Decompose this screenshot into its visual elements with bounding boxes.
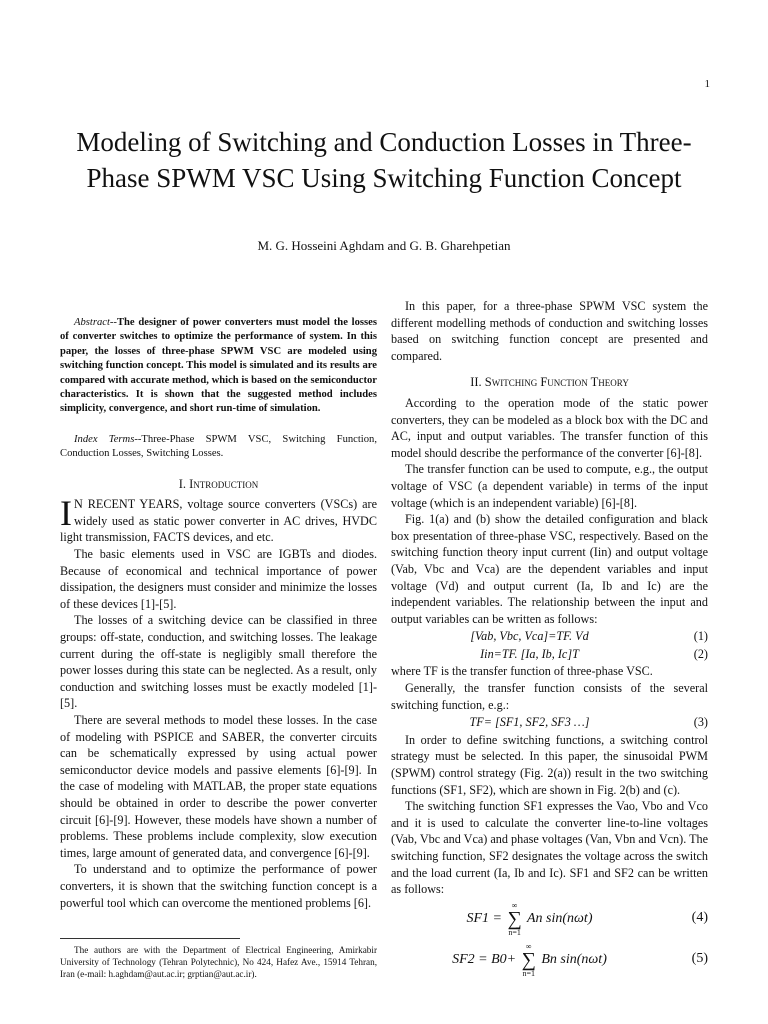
summation-upper-limit: ∞ <box>525 941 532 951</box>
equation-4-rhs: An sin(nωt) <box>527 911 593 926</box>
abstract <box>60 316 377 417</box>
equation-5-expression <box>391 942 668 978</box>
equation-1-number: (1) <box>693 629 708 644</box>
intro-paragraph-5: To understand and to optimize the performance of power converters, it is shown that the switching function concept is a powerful tool which can overcome the mentioned problems [6]. <box>60 862 377 910</box>
equation-4 <box>391 899 708 939</box>
sigma-glyph: ∑ <box>507 907 522 930</box>
index-terms-body: --Three-Phase SPWM VSC, Switching Function, Conduction Losses, Switching Losses. <box>60 433 377 460</box>
sigma-glyph: ∑ <box>521 948 536 971</box>
summation-upper-limit: ∞ <box>511 900 518 910</box>
page-number: 1 <box>704 78 710 90</box>
right-paragraph-1: According to the operation mode of the static power converters, they can be modeled as a block box with the DC and AC, input and output variables. The transfer function of this model should describe the performance of the converter [6]-[8]. <box>391 395 708 460</box>
section-heading-introduction: I. Introduction <box>178 476 259 491</box>
intro-paragraph-4: There are several methods to model these losses. In the case of modeling with PSPICE and SABER, the converter circuits can be schematically expressed by using actual power semiconductor device models and passive elements [6]-[9]. In the case of modeling with MATLAB, the proper state equations should be obtained in order to describe the power converter circuit [6]-[9]. However, these models have shown a number of problems. These problems include complexity, slow execution times, large amount of generated data, and convergence [6]-[9]. <box>60 712 377 860</box>
abstract-body: The designer of power converters must model the losses of converter switches to optimize the performance of system. In this paper, the losses of three-phase SPWM VSC are modeled using switching function concept. This model is simulated and its results are compared with accurate method, which is based on the semiconductor characteristics. It is shown that the suggested method includes simplicity, convergence, and short run-time of simulation. <box>60 317 377 415</box>
index-terms <box>60 433 377 462</box>
right-paragraph-6: In order to define switching functions, a switching control strategy must be selected. In this paper, the sinusoidal PWM (SPWM) control strategy (Fig. 2(a)) result in the two switching functions (SF1, SF2), which are shown in Fig. 2(b) and (c). <box>391 732 708 797</box>
equation-2-expression: Iin=TF. [Ia, Ib, Ic]T <box>480 646 579 661</box>
equation-3-number: (3) <box>693 715 708 730</box>
summation-lower-limit: n=1 <box>522 968 535 978</box>
intro-paragraph-2: The basic elements used in VSC are IGBTs and diodes. Because of economical and technical importance of power dissipation, the designers must consider and minimize the losses of these devices [1]-[5]. <box>60 547 377 611</box>
equation-5 <box>391 940 708 980</box>
paper-title: Modeling of Switching and Conduction Losses in Three-Phase SPWM VSC Using Switching Function Concept <box>76 127 692 193</box>
equation-1 <box>391 628 708 645</box>
intro-paragraph-1 <box>60 493 377 546</box>
right-paragraph-5: Generally, the transfer function consists of the several switching function, e.g.: <box>391 681 708 712</box>
equation-3-expression: TF= [SF1, SF2, SF3 …] <box>469 715 590 730</box>
right-paragraph-3: Fig. 1(a) and (b) show the detailed configuration and black box presentation of three-phase VSC, respectively. Based on the switching function theory input current (Iin) and output voltage (Vab, Vbc and Vca) are the dependent variables and input voltage (Vd) and output current (Ia, Ib and Ic) are the independent variables. The relationship between the input and output variables can be written as follows: <box>391 512 708 626</box>
equation-3 <box>391 714 708 731</box>
equation-4-expression <box>391 901 668 937</box>
right-paragraph-7: The switching function SF1 expresses the Vao, Vbo and Vco and it is used to calculate the converter line-to-line voltages (Vab, Vbc and Vca) and phase voltages (Van, Vbn and Vcn). The switching function, SF2 designates the voltage across the switch and the load current (Ia, Ib and Ic). SF1 and SF2 can be written as follows: <box>391 799 709 897</box>
equation-5-rhs: Bn sin(nωt) <box>541 952 607 967</box>
index-terms-lead: Index Terms <box>74 433 135 445</box>
equation-1-expression: [Vab, Vbc, Vca]=TF. Vd <box>470 629 589 644</box>
right-paragraph-4: where TF is the transfer function of three-phase VSC. <box>391 664 653 679</box>
equation-5-lhs: SF2 = B0+ <box>452 952 517 967</box>
right-paragraph-2: The transfer function can be used to compute, e.g., the output voltage of VSC (a dependent variable) in terms of the input voltage (which is an independent variable) [6]-[8]. <box>391 462 708 510</box>
right-column <box>391 298 708 981</box>
equation-4-lhs: SF1 = <box>466 911 506 926</box>
equation-2-number: (2) <box>693 646 708 661</box>
section-heading-switching-function: II. Switching Function Theory <box>470 375 629 390</box>
right-paragraph-0: In this paper, for a three-phase SPWM VSC system the different modelling methods of conduction and switching losses based on switching function concept are presented and compared. <box>391 299 708 363</box>
summation-lower-limit: n=1 <box>508 927 521 937</box>
paper-authors: M. G. Hosseini Aghdam and G. B. Gharehpetian <box>257 238 511 253</box>
intro-paragraph-3: The losses of a switching device can be classified in three groups: off-state, conduction, and switching losses. The leakage current during the off-state is negligibly small therefore the power losses during this state can be neglected. As a result, only conduction and switching losses must be exactly modeled [1]-[5]. <box>60 613 377 711</box>
footnote-divider <box>60 938 240 939</box>
equation-5-number: (5) <box>691 951 708 967</box>
summation-symbol <box>507 901 521 937</box>
left-column <box>60 316 377 911</box>
drop-cap: I <box>60 493 72 534</box>
summation-symbol <box>522 942 536 978</box>
equation-2 <box>391 646 708 663</box>
intro-paragraph-1-text: N RECENT YEARS, voltage source converters (VSCs) are widely used as static power converter in AC drives, HVDC light transmission, FACTS devices, and etc. <box>60 497 377 545</box>
footnote: The authors are with the Department of Electrical Engineering, Amirkabir University of Technology (Tehran Polytechnic), No 424, Hafez Ave., 15914 Tehran, Iran (e-mail: h.aghdam@aut.ac.ir; grptian@aut.ac.ir). <box>60 945 377 979</box>
abstract-lead: Abstract-- <box>74 317 117 328</box>
equation-4-number: (4) <box>691 910 708 926</box>
